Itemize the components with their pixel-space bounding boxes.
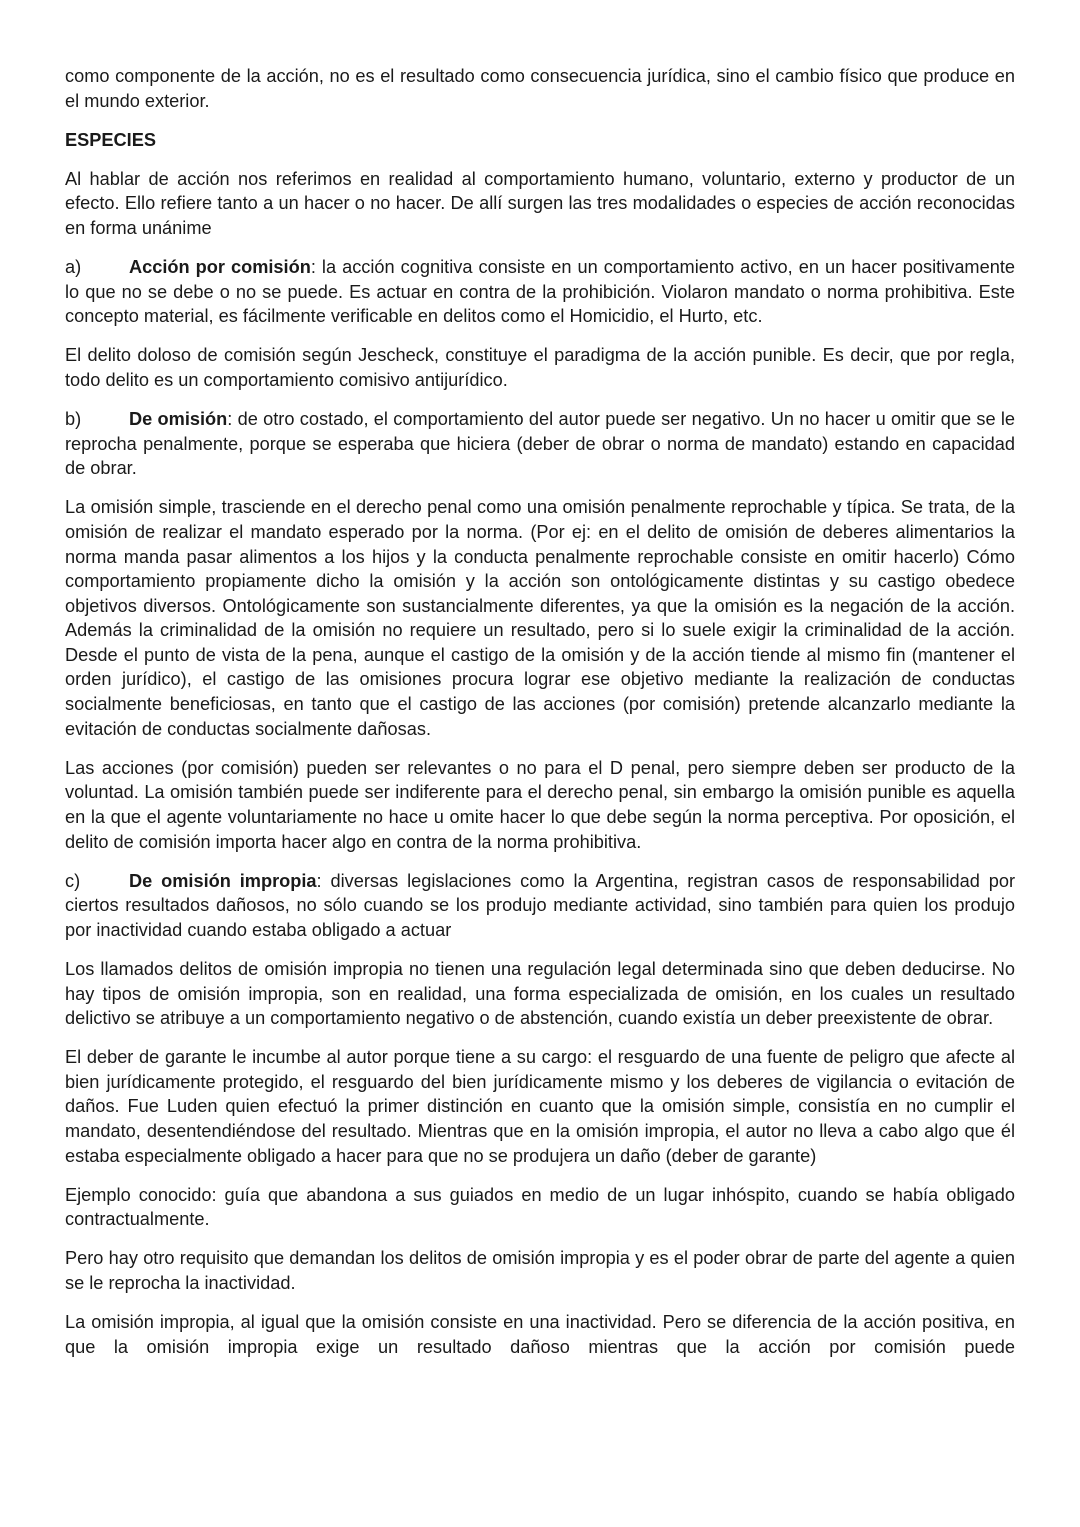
paragraph-jescheck: El delito doloso de comisión según Jescheck, constituye el paradigma de la acción punible. Es decir, que por regla, todo delito es un comportamiento comisivo antijurídico. xyxy=(65,345,1015,390)
term-de-omision-impropia: De omisión impropia xyxy=(129,870,317,891)
paragraph-intro: como componente de la acción, no es el resultado como consecuencia jurídica, sino el cambio físico que produce en el mundo exterior. xyxy=(65,66,1015,111)
document-page xyxy=(65,64,1015,1374)
term-accion-por-comision: Acción por comisión xyxy=(129,257,311,278)
term-de-omision: De omisión xyxy=(129,409,228,430)
paragraph-especies: Al hablar de acción nos referimos en realidad al comportamiento humano, voluntario, externo y productor de un efecto. Ello refiere tanto a un hacer o no hacer. De allí surgen las tres modalidades o especies de acción reconocidas en forma unánime xyxy=(65,168,1015,238)
list-item-c xyxy=(65,869,1015,943)
paragraph-final: La omisión impropia, al igual que la omisión consiste en una inactividad. Pero se diferencia de la acción positiva, en que la omisión impropia exige un resultado dañoso mientras que la acción por comisión puede xyxy=(65,1312,1015,1357)
heading-especies: ESPECIES xyxy=(65,129,156,150)
list-item-a xyxy=(65,255,1015,329)
paragraph-llamados: Los llamados delitos de omisión impropia no tienen una regulación legal determinada sino que deben deducirse. No hay tipos de omisión impropia, son en realidad, una forma especializada de omisión, en los cuales un resultado delictivo se atribuye a un comportamiento negativo o de abstención, cuando existía un deber preexistente de obrar. xyxy=(65,958,1015,1029)
list-item-b xyxy=(65,407,1015,481)
list-item-a-text: : la acción cognitiva consiste en un comportamiento activo, en un hacer positivamente lo que no se debe o no se puede. Es actuar en contra de la prohibición. Violaron mandato o norma prohibitiva. Este concepto material, es fácilmente verificable en delitos como el Homicidio, el Hurto, etc. xyxy=(65,257,1015,327)
list-item-b-text: : de otro costado, el comportamiento del autor puede ser negativo. Un no hacer u omitir que se le reprocha penalmente, porque se esperaba que hiciera (deber de obrar o norma de mandato) estando en capacidad de obrar. xyxy=(65,409,1015,479)
list-item-c-text: : diversas legislaciones como la Argentina, registran casos de responsabilidad por ciertos resultados dañosos, no sólo cuando se los produjo mediante actividad, sino también para quien los produjo por inactividad cuando estaba obligado a actuar xyxy=(65,870,1015,940)
paragraph-requisito: Pero hay otro requisito que demandan los delitos de omisión impropia y es el poder obrar de parte del agente a quien se le reprocha la inactividad. xyxy=(65,1248,1015,1293)
paragraph-garante: El deber de garante le incumbe al autor porque tiene a su cargo: el resguardo de una fuente de peligro que afecte al bien jurídicamente protegido, el resguardo del bien jurídicamente mismo y los deberes de vigilancia o evitación de daños. Fue Luden quien efectuó la primer distinción en cuanto que la omisión simple, consistía en no cumplir el mandato, desentendiéndose del resultado. Mientras que en la omisión impropia, el autor no lleva a cabo algo que él estaba especialmente obligado a hacer para que no se produjera un daño (deber de garante) xyxy=(65,1047,1015,1166)
paragraph-ejemplo: Ejemplo conocido: guía que abandona a sus guiados en medio de un lugar inhóspito, cuando se había obligado contractualmente. xyxy=(65,1184,1015,1230)
paragraph-omision-simple: La omisión simple, trasciende en el derecho penal como una omisión penalmente reprochable y típica. Se trata, de la omisión de realizar el mandato esperado por la norma. (Por ej: en el delito de omisión de deberes alimentarios la norma manda pasar alimentos a los hijos y la conducta penalmente reprochable consiste en omitir hacerlo) Cómo comportamiento propiamente dicho la omisión y la acción son ontológicamente distintas y su castigo obedece objetivos diversos. Ontológicamente son sustancialmente diferentes, ya que la omisión es la negación de la acción. Además la criminalidad de la omisión no requiere un resultado, pero si lo suele exigir la criminalidad de la acción. Desde el punto de vista de la pena, aunque el castigo de la omisión y de la acción tiende al mismo fin (mantener el orden jurídico), el castigo de las omisiones procura lograr ese objetivo mediante la realización de conductas socialmente beneficiosas, en tanto que el castigo de las acciones (por comisión) pretende alcanzarlo mediante la evitación de conductas socialmente dañosas. xyxy=(65,497,1015,739)
list-marker-b: b) xyxy=(65,409,82,430)
list-marker-a: a) xyxy=(65,257,82,278)
list-marker-c: c) xyxy=(65,870,81,891)
paragraph-acciones: Las acciones (por comisión) pueden ser relevantes o no para el D penal, pero siempre deben ser producto de la voluntad. La omisión también puede ser indiferente para el derecho penal, sin embargo la omisión punible es aquella en la que el agente voluntariamente no hace u omite hacer lo que debe según la norma perceptiva. Por oposición, el delito de comisión importa hacer algo en contra de la norma prohibitiva. xyxy=(65,757,1015,852)
